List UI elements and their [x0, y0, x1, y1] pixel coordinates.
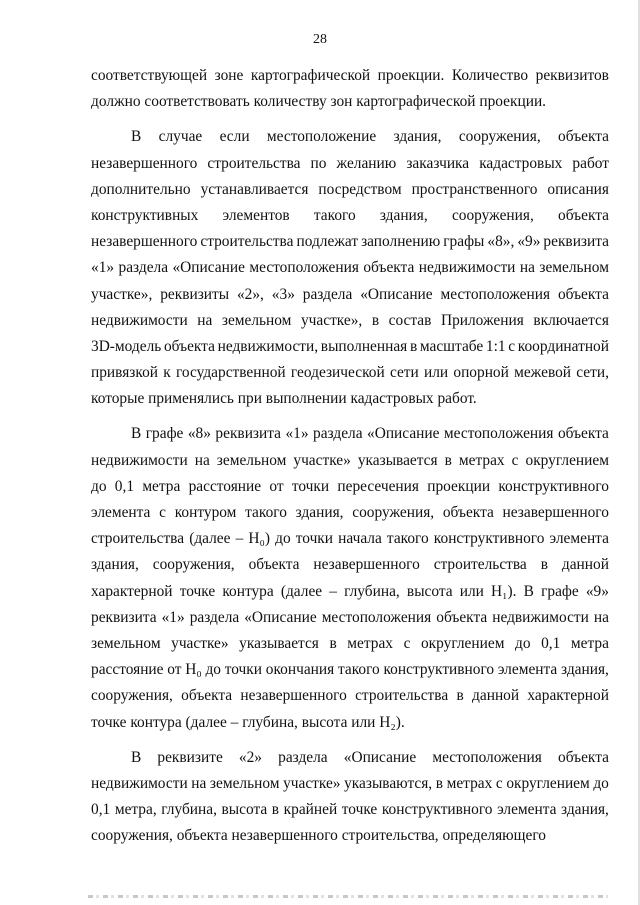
text-line: конструктивных элементов такого здания, сооружения, объекта: [91, 206, 609, 224]
text-line: участке», реквизиты «2», «3» раздела «Описание местоположения объекта: [91, 285, 609, 303]
text-line: привязкой к государственной геодезической сети или опорной межевой сети,: [91, 364, 609, 382]
text-line: сооружения, объекта незавершенного строительства в данной характерной: [91, 687, 609, 705]
text-line: строительства (далее – H₀) до точки начала такого конструктивного элемента: [91, 530, 609, 548]
paragraph-p4: [91, 745, 609, 850]
page-number: 28: [313, 32, 327, 47]
document-body: [91, 63, 609, 849]
text-line: незавершенного строительства по желанию заказчика кадастровых работ: [91, 154, 609, 172]
text-line: недвижимости на земельном участке», в состав Приложения включается: [91, 311, 609, 329]
text-line: здания, сооружения, объекта незавершенного строительства в данной: [91, 556, 609, 574]
text-line: должно соответствовать количеству зон картографической проекции.: [91, 93, 547, 111]
text-line: В случае если местоположение здания, сооружения, объекта: [131, 128, 609, 146]
text-line: недвижимости на земельном участке» указывается в метрах с округлением: [91, 451, 609, 469]
text-line: сооружения, объекта незавершенного строительства, определяющего: [91, 827, 546, 845]
text-line: реквизита «1» раздела «Описание местоположения объекта недвижимости на: [91, 608, 609, 626]
text-line: 0,1 метра, глубина, высота в крайней точке конструктивного элемента здания,: [91, 801, 609, 819]
paragraph-p3: [91, 421, 609, 735]
text-line: до 0,1 метра расстояние от точки пересечения проекции конструктивного: [91, 477, 609, 495]
text-line: соответствующей зоне картографической проекции. Количество реквизитов: [91, 67, 609, 84]
text-line: характерной точке контура (далее – глубина, высота или H₁). В графе «9»: [91, 582, 609, 600]
text-line: В реквизите «2» раздела «Описание местоположения объекта: [131, 748, 609, 766]
text-line: точке контура (далее – глубина, высота или H₂).: [91, 713, 405, 731]
text-line: элемента с контуром такого здания, сооружения, объекта незавершенного: [91, 504, 609, 521]
text-line: В графе «8» реквизита «1» раздела «Описание местоположения объекта: [131, 425, 609, 443]
text-line: земельном участке» указывается в метрах с округлением до 0,1 метра: [91, 634, 609, 652]
text-line: расстояние от H₀ до точки окончания такого конструктивного элемента здания,: [91, 661, 609, 679]
paragraph-p1: [91, 63, 609, 115]
text-line: недвижимости на земельном участке» указываются, в метрах с округлением до: [91, 774, 609, 792]
text-line: которые применялись при выполнении кадастровых работ.: [91, 390, 477, 408]
scan-artifact-bottom: [88, 895, 608, 898]
text-line: дополнительно устанавливается посредством пространственного описания: [91, 180, 609, 198]
paragraph-p2: [91, 124, 609, 412]
text-line: незавершенного строительства подлежат заполнению графы «8», «9» реквизита: [91, 233, 609, 251]
text-line: 3D-модель объекта недвижимости, выполненная в масштабе 1:1 с координатной: [91, 337, 609, 355]
text-line: «1» раздела «Описание местоположения объекта недвижимости на земельном: [91, 259, 609, 277]
